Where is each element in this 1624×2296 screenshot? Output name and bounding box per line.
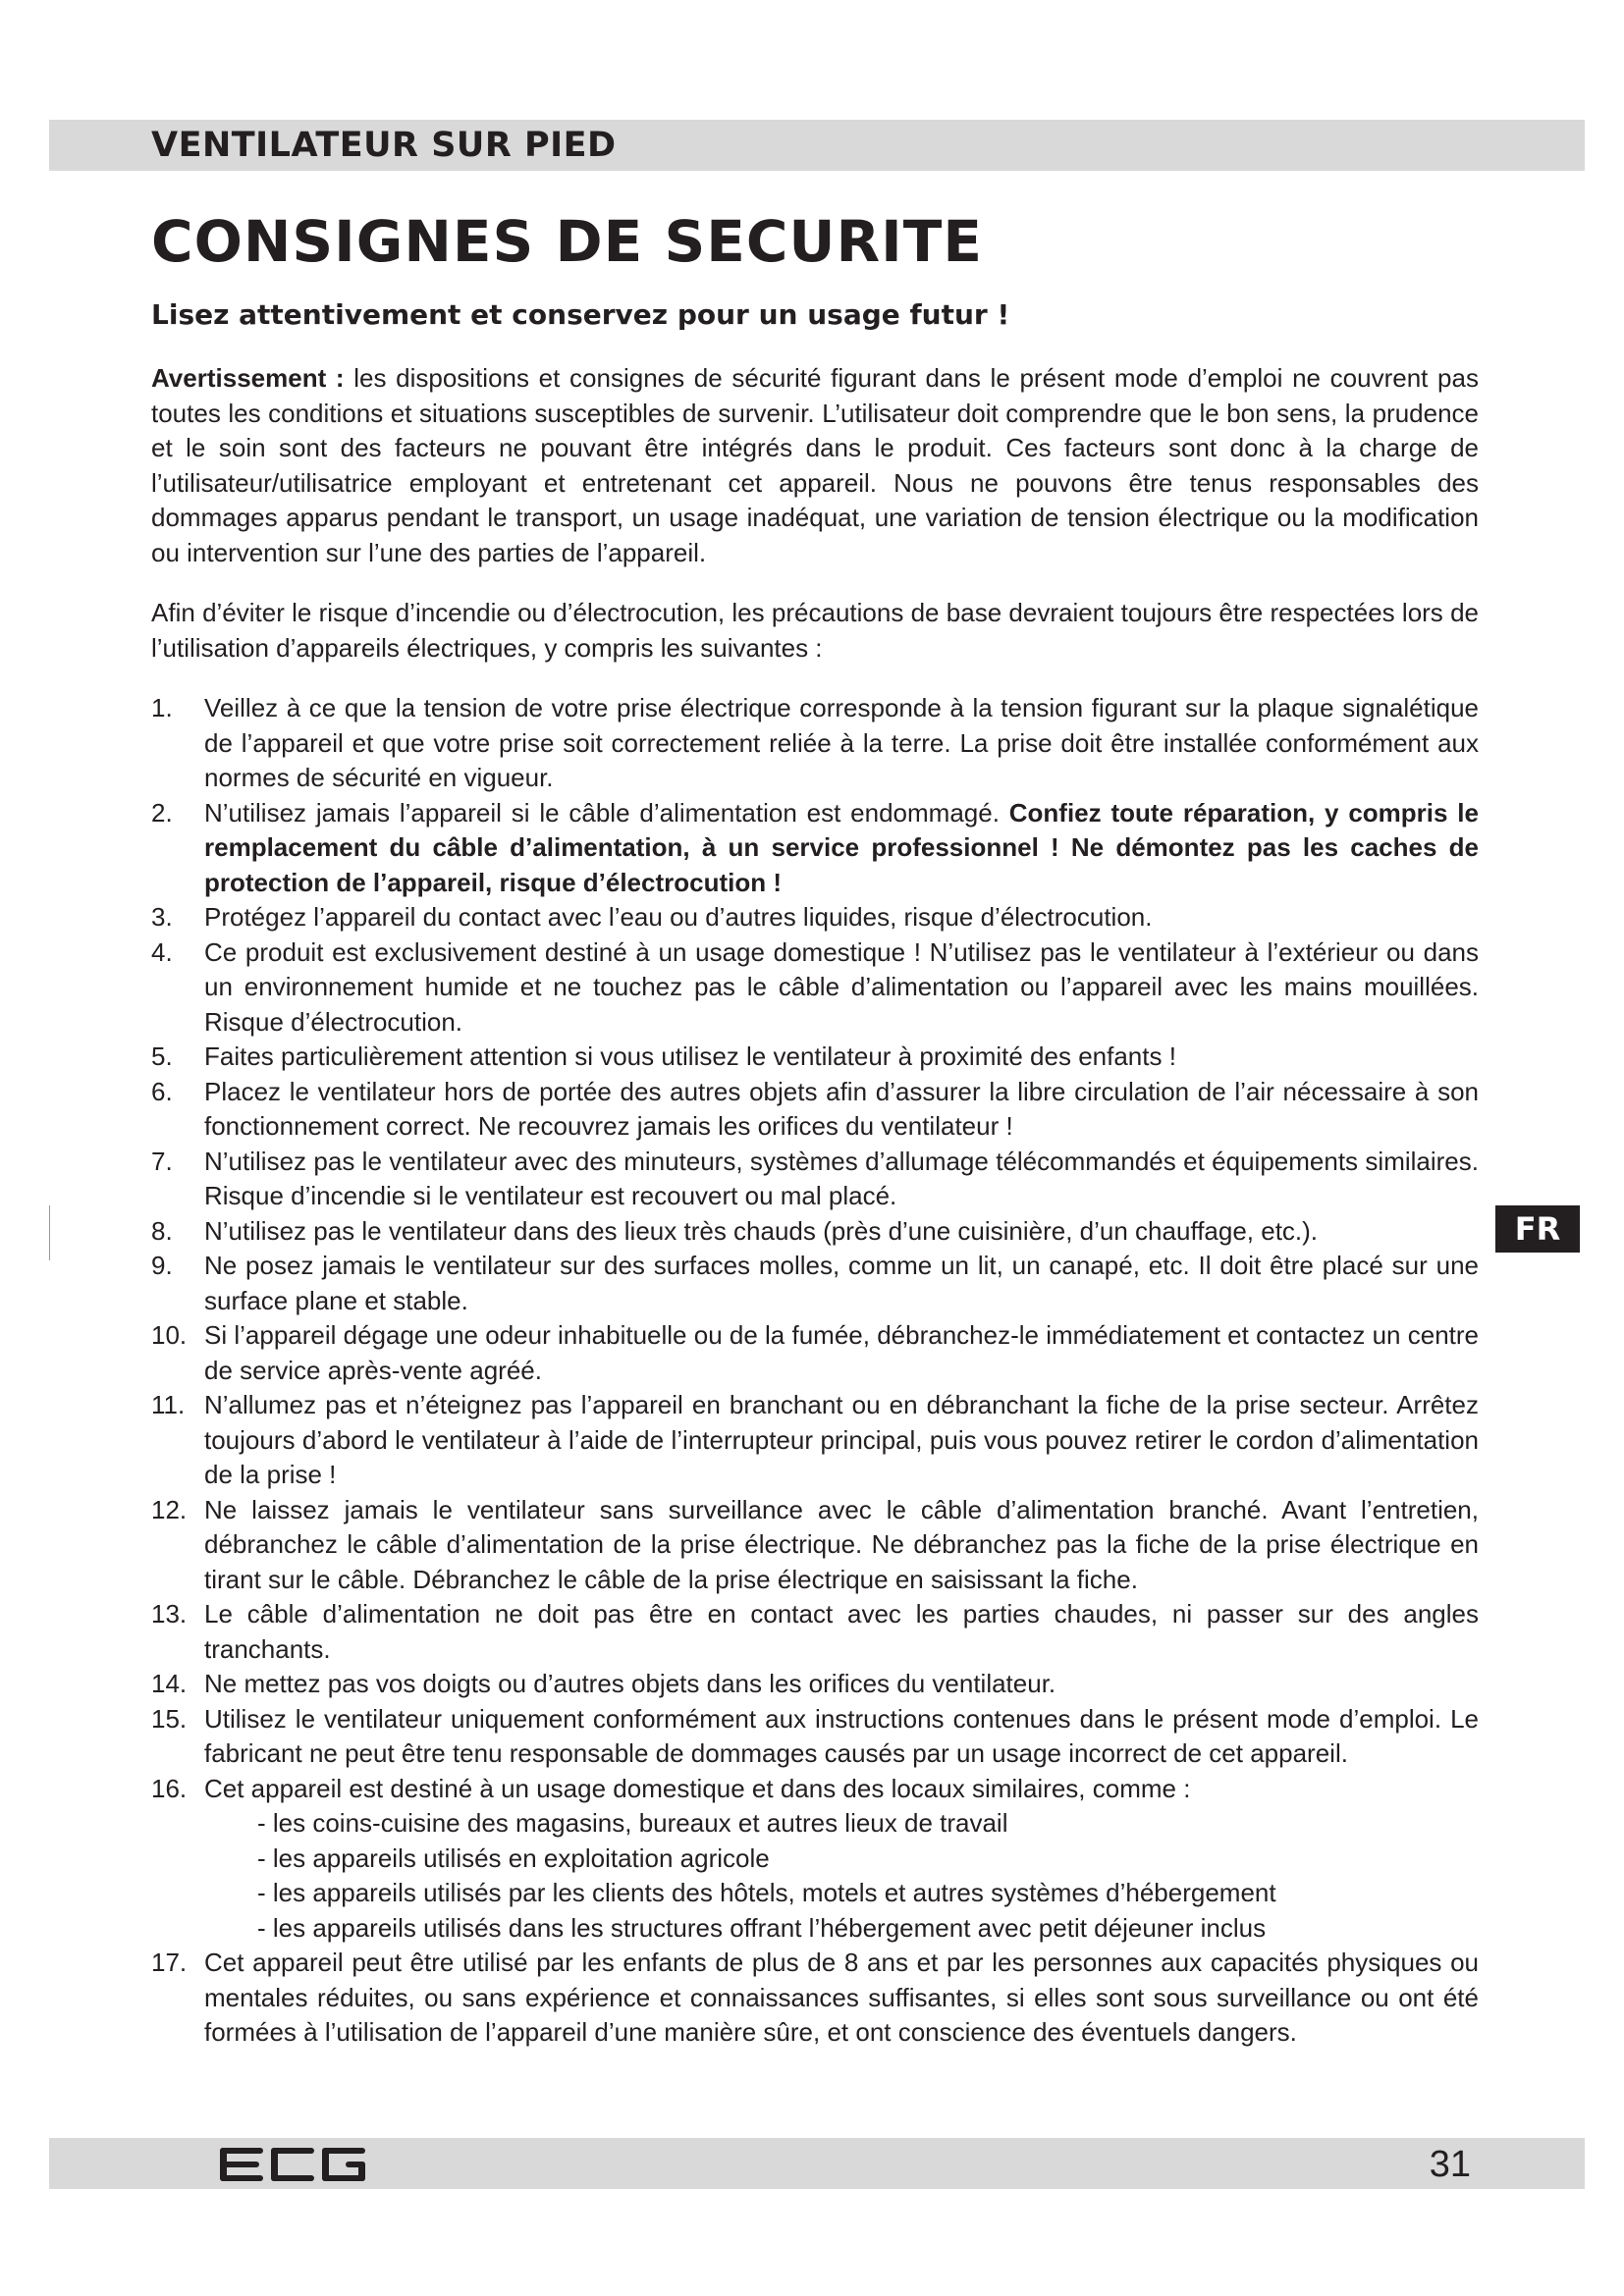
rule-number: 11. xyxy=(151,1390,186,1419)
rule-text: Veillez à ce que la tension de votre prise électrique corresponde à la tension figurant sur la plaque signalétique de l’appareil et que votre prise soit correctement reliée à la terre. La prise doit être installée conformément aux normes de sécurité en vigueur. xyxy=(204,693,1479,792)
rule-number: 2. xyxy=(151,797,173,828)
intro-paragraph: Afin d’éviter le risque d’incendie ou d’électrocution, les précautions de base devraient toujours être respectées lors de l’utilisation d’appareils électriques, y compris les suivantes : xyxy=(151,598,1479,663)
safety-rule-3 xyxy=(151,900,1479,935)
rule-text: Faites particulièrement attention si vous utilisez le ventilateur à proximité des enfants ! xyxy=(204,1041,1176,1071)
warning-text: les dispositions et consignes de sécurité figurant dans le présent mode d’emploi ne couvrent pas toutes les conditions et situations susceptibles de survenir. L’utilisateur doit comprendre que le bon sens, la prudence et le soin sont des facteurs ne pouvant être intégrés dans le produit. Ces facteurs sont donc à la charge de l’utilisateur/utilisatrice employant et entretenant cet appareil. Nous ne pouvons être tenus responsables des dommages apparus pendant le transport, un usage inadéquat, une variation de tension électrique ou la modification ou intervention sur l’une des parties de l’appareil. xyxy=(151,363,1479,567)
language-tab: FR xyxy=(1495,1205,1580,1253)
margin-mark xyxy=(49,1205,50,1260)
safety-rule-17 xyxy=(151,1946,1479,2051)
rule-number: 7. xyxy=(151,1146,173,1176)
section-label: VENTILATEUR SUR PIED xyxy=(151,126,617,165)
rule-number: 13. xyxy=(151,1599,188,1629)
rule-number: 3. xyxy=(151,902,173,932)
rule-number: 14. xyxy=(151,1669,188,1698)
rule-text: Cet appareil est destiné à un usage domestique et dans des locaux similaires, comme : xyxy=(204,1773,1191,1803)
rule-16-subitem: - les appareils utilisés par les clients des hôtels, motels et autres systèmes d’hébergement xyxy=(257,1878,1276,1907)
rule-text: N’utilisez pas le ventilateur avec des minuteurs, systèmes d’allumage télécommandés et équipements similaires. Risque d’incendie si le ventilateur est recouvert ou mal placé. xyxy=(204,1146,1479,1210)
safety-rule-6 xyxy=(151,1075,1479,1145)
rule-16-subitems xyxy=(204,1806,1479,1946)
subtitle: Lisez attentivement et conservez pour un usage futur ! xyxy=(151,298,1010,331)
header-band xyxy=(49,120,1585,171)
safety-rule-8 xyxy=(151,1214,1479,1250)
safety-rule-5 xyxy=(151,1040,1479,1075)
page-number: 31 xyxy=(1429,2144,1471,2185)
warning-paragraph xyxy=(151,361,1479,570)
rule-text: N’utilisez jamais l’appareil si le câble d’alimentation est endommagé. xyxy=(204,797,1009,828)
rule-number: 17. xyxy=(151,1948,188,1977)
rule-number: 9. xyxy=(151,1251,173,1280)
rule-text: Ne laissez jamais le ventilateur sans surveillance avec le câble d’alimentation branché. Avant l’entretien, débranchez le câble d’alimentation de la prise électrique. Ne débranchez pas la fiche de la prise électrique en tirant sur le câble. Débranchez le câble de la prise électrique en saisissant la fiche. xyxy=(204,1494,1479,1594)
rule-text: Protégez l’appareil du contact avec l’eau ou d’autres liquides, risque d’électrocution. xyxy=(204,902,1153,932)
rule-16-subitem: - les coins-cuisine des magasins, bureaux et autres lieux de travail xyxy=(257,1808,1008,1838)
rule-number: 10. xyxy=(151,1320,188,1350)
rule-text: Le câble d’alimentation ne doit pas être en contact avec les parties chaudes, ni passer sur des angles tranchants. xyxy=(204,1599,1479,1664)
safety-rule-4 xyxy=(151,935,1479,1041)
rule-text: Utilisez le ventilateur uniquement conformément aux instructions contenues dans le présent mode d’emploi. Le fabricant ne peut être tenu responsable de dommages causés par un usage incorrect de cet appareil. xyxy=(204,1703,1479,1768)
safety-rule-12 xyxy=(151,1493,1479,1598)
rule-text: Si l’appareil dégage une odeur inhabituelle ou de la fumée, débranchez-le immédiatement et contactez un centre de service après-vente agréé. xyxy=(204,1320,1479,1385)
rule-text: Ne mettez pas vos doigts ou d’autres objets dans les orifices du ventilateur. xyxy=(204,1669,1056,1698)
rule-number: 5. xyxy=(151,1041,173,1071)
rule-number: 12. xyxy=(151,1494,188,1524)
rule-text: N’utilisez pas le ventilateur dans des lieux très chauds (près d’une cuisinière, d’un chauffage, etc.). xyxy=(204,1215,1319,1246)
rule-number: 8. xyxy=(151,1215,173,1246)
safety-rule-15 xyxy=(151,1702,1479,1772)
safety-rule-11 xyxy=(151,1388,1479,1493)
rule-16-subitem: - les appareils utilisés dans les structures offrant l’hébergement avec petit déjeuner inclus xyxy=(257,1912,1267,1943)
rule-number: 16. xyxy=(151,1773,188,1803)
safety-rule-16 xyxy=(151,1772,1479,1947)
rule-number: 1. xyxy=(151,693,173,722)
warning-label: Avertissement : xyxy=(151,363,345,393)
safety-rule-10 xyxy=(151,1318,1479,1388)
safety-content xyxy=(151,361,1479,2051)
page-title: CONSIGNES DE SECURITE xyxy=(151,208,983,275)
footer-band xyxy=(49,2138,1585,2189)
rule-text: Ne posez jamais le ventilateur sur des surfaces molles, comme un lit, un canapé, etc. Il doit être placé sur une surface plane et stable. xyxy=(204,1251,1479,1315)
rule-text: N’allumez pas et n’éteignez pas l’appareil en branchant ou en débranchant la fiche de la prise secteur. Arrêtez toujours d’abord le ventilateur à l’aide de l’interrupteur principal, puis vous pouvez retirer le cordon d’alimentation de la prise ! xyxy=(204,1390,1479,1489)
safety-rule-14 xyxy=(151,1667,1479,1702)
rule-bold-text: Confiez toute réparation, y compris le remplacement du câble d’alimentation, à un service professionnel ! Ne démontez pas les caches de protection de l’appareil, risque d’électrocution ! xyxy=(204,797,1479,897)
safety-rules-list xyxy=(151,691,1479,2051)
rule-text: Cet appareil peut être utilisé par les enfants de plus de 8 ans et par les personnes aux capacités physiques ou mentales réduites, ou sans expérience et connaissances suffisantes, si elles sont sous surveillance ou ont été formées à l’utilisation de l’appareil d’une manière sûre, et ont conscience des éventuels dangers. xyxy=(204,1948,1479,2047)
rule-number: 6. xyxy=(151,1076,173,1106)
rule-number: 4. xyxy=(151,936,173,967)
rule-16-subitem: - les appareils utilisés en exploitation agricole xyxy=(257,1842,770,1873)
safety-rule-7 xyxy=(151,1145,1479,1214)
safety-rule-13 xyxy=(151,1597,1479,1667)
rule-number: 15. xyxy=(151,1703,188,1734)
safety-rule-9 xyxy=(151,1249,1479,1318)
safety-rule-2 xyxy=(151,796,1479,901)
rule-text: Ce produit est exclusivement destiné à un usage domestique ! N’utilisez pas le ventilateur à l’extérieur ou dans un environnement humide et ne touchez pas le câble d’alimentation ou l’appareil avec les mains mouillées. Risque d’électrocution. xyxy=(204,936,1479,1037)
safety-rule-1 xyxy=(151,691,1479,796)
rule-text: Placez le ventilateur hors de portée des autres objets afin d’assurer la libre circulation de l’air nécessaire à son fonctionnement correct. Ne recouvrez jamais les orifices du ventilateur ! xyxy=(204,1076,1479,1141)
ecg-logo xyxy=(220,2148,367,2181)
